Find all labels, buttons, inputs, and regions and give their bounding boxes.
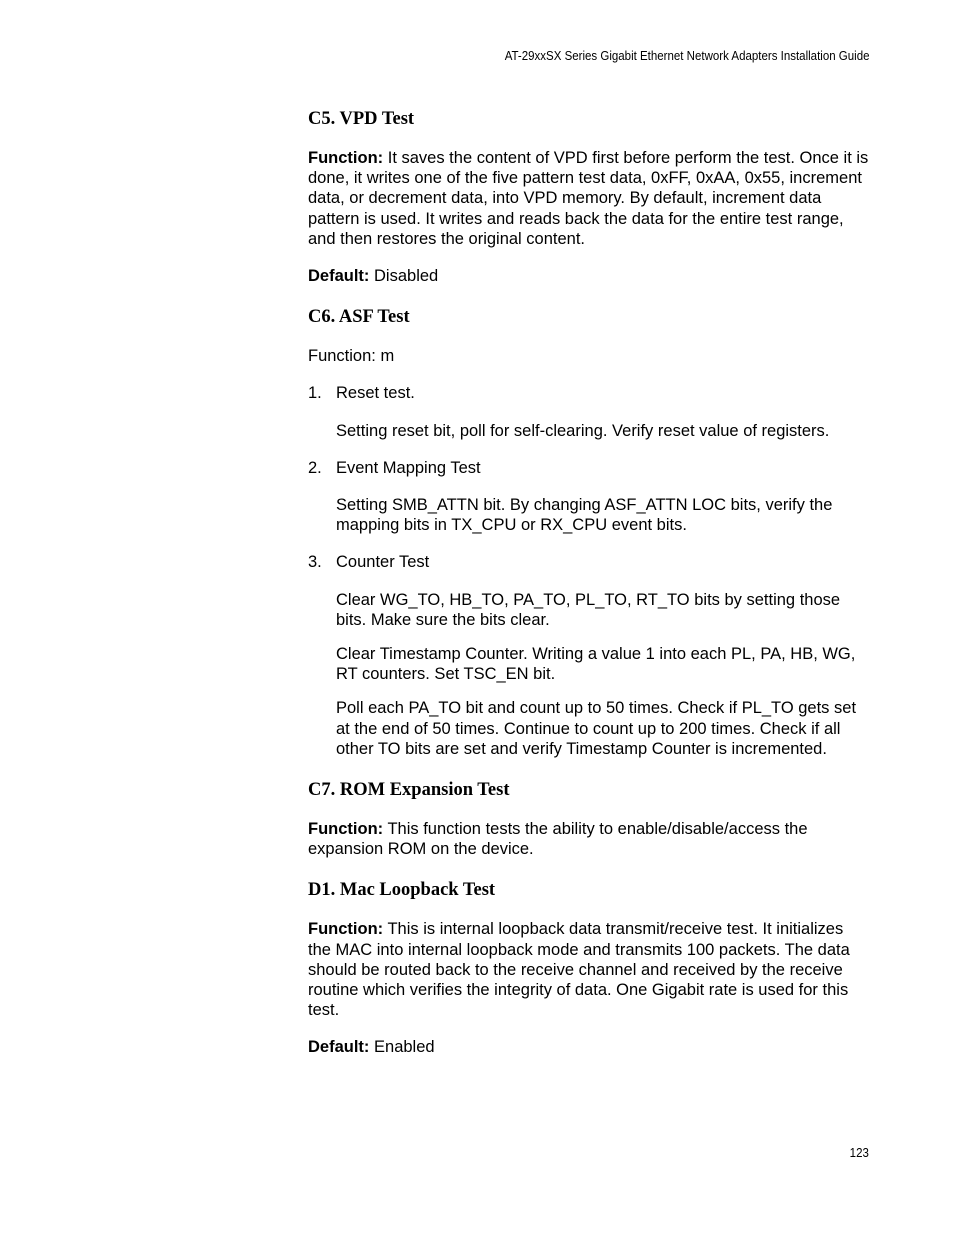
list-number: 1. xyxy=(308,384,322,403)
default-label: Default: xyxy=(308,267,370,286)
c7-function-paragraph xyxy=(308,819,870,859)
page-number: 123 xyxy=(849,1146,869,1160)
c5-function-paragraph xyxy=(308,148,870,249)
list-detail: Setting SMB_ATTN bit. By changing ASF_ATTN LOC bits, verify the mapping bits in TX_CPU or RX_CPU event bits. xyxy=(336,496,833,535)
list-detail: Poll each PA_TO bit and count up to 50 times. Check if PL_TO gets set at the end of 50 times. Continue to count up to 200 times. Check if all other TO bits are set and verify Timestamp Counter is incremented. xyxy=(336,699,857,758)
list-item-3 xyxy=(308,552,870,572)
function-label: Function: xyxy=(308,149,384,167)
function-text: It saves the content of VPD first before perform the test. Once it is done, it writes one of the five pattern test data, 0xFF, 0xAA, 0x55, increment data, or decrement data, into VPD memory. By default, increment data pattern is used. It writes and reads back the data for the entire test range, and then restores the original content. xyxy=(308,149,869,248)
function-text: This is internal loopback data transmit/receive test. It initializes the MAC into internal loopback mode and transmits 100 packets. The data should be routed back to the receive channel and received by the receive routine which verifies the integrity of data. One Gigabit rate is used for this test. xyxy=(308,920,850,1020)
d1-function-paragraph xyxy=(308,919,870,1020)
function-label: Function: xyxy=(308,820,384,839)
page-content xyxy=(308,107,870,1075)
list-detail: Clear WG_TO, HB_TO, PA_TO, PL_TO, RT_TO bits by setting those bits. Make sure the bits clear. xyxy=(336,590,841,629)
c6-function-line: Function: m xyxy=(308,347,395,366)
default-value: Disabled xyxy=(369,267,439,286)
function-label: Function: xyxy=(308,920,384,939)
list-item-2 xyxy=(308,458,870,478)
list-item-1 xyxy=(308,383,870,403)
section-heading-d1: D1. Mac Loopback Test xyxy=(308,880,496,901)
d1-default-paragraph xyxy=(308,1037,870,1057)
list-number: 3. xyxy=(308,553,322,572)
section-heading-c5: C5. VPD Test xyxy=(308,109,415,129)
section-heading-c6: C6. ASF Test xyxy=(308,307,410,328)
c5-default-paragraph xyxy=(308,266,870,286)
list-number: 2. xyxy=(308,458,322,477)
section-heading-c7: C7. ROM Expansion Test xyxy=(308,780,510,801)
list-title: Counter Test xyxy=(336,553,430,572)
list-title: Event Mapping Test xyxy=(336,458,481,477)
function-text: This function tests the ability to enable/disable/access the expansion ROM on the device. xyxy=(308,820,808,859)
list-title: Reset test. xyxy=(336,384,415,403)
default-label: Default: xyxy=(308,1038,370,1057)
list-detail: Setting reset bit, poll for self-clearing. Verify reset value of registers. xyxy=(336,421,830,440)
running-header: AT-29xxSX Series Gigabit Ethernet Network Adapters Installation Guide xyxy=(504,49,869,63)
default-value: Enabled xyxy=(369,1038,435,1057)
list-detail: Clear Timestamp Counter. Writing a value 1 into each PL, PA, HB, WG, RT counters. Set TSC_EN bit. xyxy=(336,645,856,684)
